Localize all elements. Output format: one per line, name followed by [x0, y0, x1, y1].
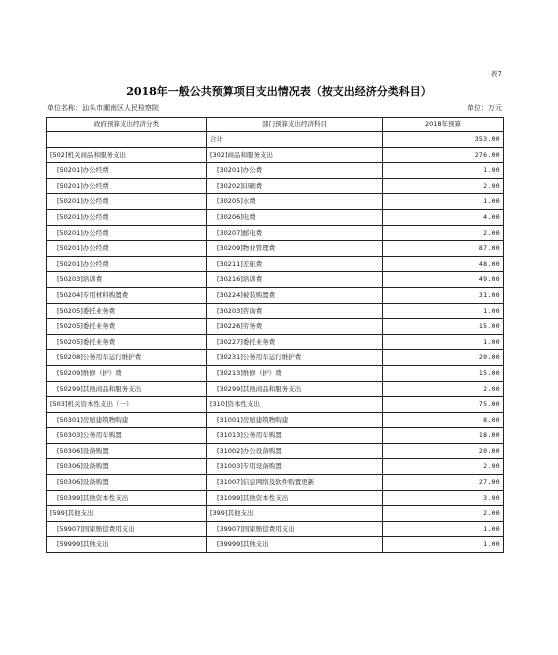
cell-budget-value: 2.00 — [383, 225, 504, 241]
table-row — [47, 459, 504, 475]
cell-gov-category: [50205]委托业务费 — [47, 334, 207, 350]
cell-budget-value: 20.00 — [383, 443, 504, 459]
cell-dept-category: [30224]被装购置费 — [207, 287, 383, 303]
table-row — [47, 537, 504, 553]
column-header-budget: 2018年预算 — [383, 118, 504, 132]
table-row — [47, 521, 504, 537]
cell-budget-value: 75.00 — [383, 397, 504, 413]
table-row — [47, 381, 504, 397]
cell-dept-category: [30207]邮电费 — [207, 225, 383, 241]
table-row — [47, 272, 504, 288]
table-row — [47, 225, 504, 241]
cell-gov-category: [50201]办公经费 — [47, 256, 207, 272]
cell-gov-category: [50204]专用材料购置费 — [47, 287, 207, 303]
cell-dept-category: [30227]委托业务费 — [207, 334, 383, 350]
cell-budget-value: 31.00 — [383, 287, 504, 303]
cell-gov-category: [50301]房屋建筑物购建 — [47, 412, 207, 428]
cell-dept-category: [30226]劳务费 — [207, 319, 383, 335]
cell-gov-category: [503]机关资本性支出（一） — [47, 397, 207, 413]
cell-budget-value: 276.00 — [383, 147, 504, 163]
cell-budget-value: 353.00 — [383, 132, 504, 148]
table-row — [47, 334, 504, 350]
table-row — [47, 412, 504, 428]
cell-dept-category: [399]其他支出 — [207, 506, 383, 522]
cell-gov-category: [50399]其他资本性支出 — [47, 490, 207, 506]
cell-dept-category: [31002]办公设备购置 — [207, 443, 383, 459]
cell-gov-category — [47, 132, 207, 148]
cell-dept-category: [30203]咨询费 — [207, 303, 383, 319]
column-header-dept: 部门预算支出经济科目 — [207, 118, 383, 132]
table-row — [47, 490, 504, 506]
table-row — [47, 163, 504, 179]
cell-dept-category: [30299]其他商品和服务支出 — [207, 381, 383, 397]
cell-gov-category: [50306]设备购置 — [47, 475, 207, 491]
table-row — [47, 319, 504, 335]
cell-gov-category: [50203]培训费 — [47, 272, 207, 288]
cell-gov-category: [50306]设备购置 — [47, 459, 207, 475]
cell-gov-category: [50299]其他商品和服务支出 — [47, 381, 207, 397]
cell-gov-category: [50201]办公经费 — [47, 241, 207, 257]
table-number: 表7 — [490, 70, 502, 78]
cell-dept-category: [31007]信息网络及软件购置更新 — [207, 475, 383, 491]
cell-dept-category: [30202]印刷费 — [207, 178, 383, 194]
cell-budget-value: 2.00 — [383, 381, 504, 397]
cell-dept-category: [31001]房屋建筑物购建 — [207, 412, 383, 428]
cell-budget-value: 18.00 — [383, 428, 504, 444]
cell-budget-value: 87.00 — [383, 241, 504, 257]
cell-budget-value: 27.00 — [383, 475, 504, 491]
table-row — [47, 287, 504, 303]
cell-gov-category: [50201]办公经费 — [47, 163, 207, 179]
cell-dept-category: [30213]维修（护）费 — [207, 365, 383, 381]
cell-budget-value: 15.00 — [383, 365, 504, 381]
cell-gov-category: [50201]办公经费 — [47, 178, 207, 194]
cell-budget-value: 3.00 — [383, 490, 504, 506]
cell-gov-category: [59999]其他支出 — [47, 537, 207, 553]
cell-gov-category: [50201]办公经费 — [47, 225, 207, 241]
cell-budget-value: 1.00 — [383, 537, 504, 553]
table-row — [47, 178, 504, 194]
table-row — [47, 241, 504, 257]
cell-dept-category: [39999]其他支出 — [207, 537, 383, 553]
cell-dept-category: 合计 — [207, 132, 383, 148]
cell-dept-category: [30201]办公费 — [207, 163, 383, 179]
page-title: 2018年一般公共预算项目支出情况表（按支出经济分类科目） — [126, 85, 432, 98]
cell-budget-value: 15.00 — [383, 319, 504, 335]
cell-gov-category: [50201]办公经费 — [47, 209, 207, 225]
unit-name: 单位名称：汕头市潮南区人民检察院 — [47, 104, 159, 112]
cell-gov-category: [502]机关商品和服务支出 — [47, 147, 207, 163]
cell-budget-value: 1.00 — [383, 334, 504, 350]
cell-budget-value: 20.00 — [383, 350, 504, 366]
cell-gov-category: [50205]委托业务费 — [47, 319, 207, 335]
table-row — [47, 147, 504, 163]
expenditure-table — [46, 117, 504, 553]
table-header-row — [47, 118, 504, 132]
cell-gov-category: [50209]维修（护）费 — [47, 365, 207, 381]
table-row — [47, 194, 504, 210]
cell-gov-category: [50208]公务用车运行维护费 — [47, 350, 207, 366]
table-row — [47, 397, 504, 413]
table-row — [47, 256, 504, 272]
cell-dept-category: [31003]专用设备购置 — [207, 459, 383, 475]
cell-gov-category: [50201]办公经费 — [47, 194, 207, 210]
cell-dept-category: [39907]国家赔偿费用支出 — [207, 521, 383, 537]
table-row — [47, 443, 504, 459]
cell-budget-value: 1.00 — [383, 521, 504, 537]
cell-gov-category: [599]其他支出 — [47, 506, 207, 522]
table-row — [47, 365, 504, 381]
table-row — [47, 428, 504, 444]
cell-budget-value: 49.00 — [383, 272, 504, 288]
cell-gov-category: [59907]国家赔偿费用支出 — [47, 521, 207, 537]
column-header-gov: 政府预算支出经济分类 — [47, 118, 207, 132]
meta-row — [47, 103, 502, 113]
cell-dept-category: [30206]电费 — [207, 209, 383, 225]
cell-dept-category: [30205]水费 — [207, 194, 383, 210]
cell-budget-value: 2.00 — [383, 459, 504, 475]
cell-gov-category: [50303]公务用车购置 — [47, 428, 207, 444]
table-row — [47, 475, 504, 491]
unit-amount: 单位：万元 — [467, 104, 502, 112]
cell-budget-value: 2.00 — [383, 178, 504, 194]
table-body — [47, 132, 504, 553]
cell-dept-category: [30231]公务用车运行维护费 — [207, 350, 383, 366]
table-row — [47, 132, 504, 148]
cell-budget-value: 1.00 — [383, 163, 504, 179]
table-row — [47, 209, 504, 225]
cell-budget-value: 2.00 — [383, 506, 504, 522]
cell-dept-category: [302]商品和服务支出 — [207, 147, 383, 163]
cell-dept-category: [31099]其他资本性支出 — [207, 490, 383, 506]
cell-budget-value: 1.00 — [383, 303, 504, 319]
table-row — [47, 506, 504, 522]
cell-dept-category: [30216]培训费 — [207, 272, 383, 288]
cell-dept-category: [30211]差旅费 — [207, 256, 383, 272]
cell-dept-category: [30209]物业管理费 — [207, 241, 383, 257]
cell-budget-value: 1.00 — [383, 194, 504, 210]
cell-dept-category: [310]资本性支出 — [207, 397, 383, 413]
table-row — [47, 350, 504, 366]
cell-budget-value: 48.00 — [383, 256, 504, 272]
cell-gov-category: [50205]委托业务费 — [47, 303, 207, 319]
cell-budget-value: 8.00 — [383, 412, 504, 428]
cell-gov-category: [50306]设备购置 — [47, 443, 207, 459]
table-row — [47, 303, 504, 319]
cell-dept-category: [31013]公务用车购置 — [207, 428, 383, 444]
cell-budget-value: 4.00 — [383, 209, 504, 225]
